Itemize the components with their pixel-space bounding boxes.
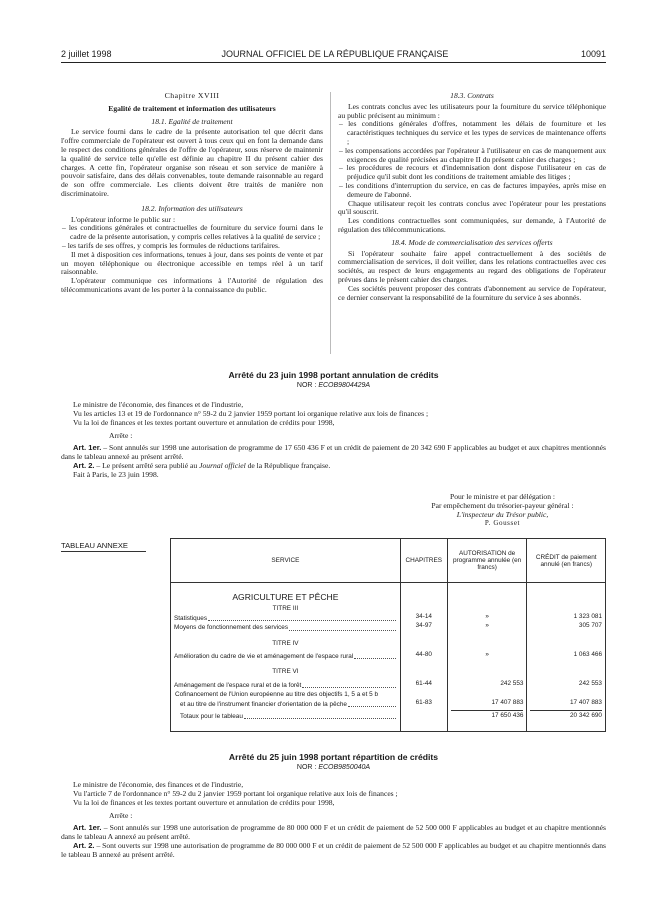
titre-3: TITRE III bbox=[272, 605, 299, 613]
ap-value: 242 553 bbox=[500, 679, 524, 687]
article-2-text-b: de la République française. bbox=[245, 461, 331, 470]
article-2-text: – Sont ouverts sur 1998 une autorisation de programme de 80 000 000 F et un crédit de paiement de 52 500 000 F applicables au budget et au chapitre mentionnés dans le tableau B annexé au présent arrêté. bbox=[61, 841, 606, 859]
titre-6: TITRE VI bbox=[272, 668, 299, 676]
leader-dots bbox=[302, 681, 395, 688]
section-18-3-dash-4: – les conditions d'interruption du service, en cas de factures impayées, après mise en demeure de l'abonné. bbox=[339, 180, 606, 199]
chapter-code: 34-14 bbox=[415, 612, 432, 620]
section-18-1-title: 18.1. Egalité de traitement bbox=[151, 116, 233, 126]
cp-total: 20 342 690 bbox=[530, 710, 602, 720]
section-18-3-intro: Les contrats conclus avec les utilisateurs pour la fourniture du service téléphonique au public précisent au minimum : bbox=[338, 101, 606, 120]
cp-value: 242 553 bbox=[578, 679, 602, 687]
row-service-label: Cofinancement de l'Union européenne au titre des objectifs 1, 5 a et 5 b bbox=[175, 691, 379, 699]
column-divider bbox=[330, 92, 331, 354]
ap-total: 17 650 436 bbox=[451, 710, 524, 720]
arrete-1-body bbox=[61, 400, 606, 479]
arrete-1-fait: Fait à Paris, le 23 juin 1998. bbox=[73, 470, 159, 479]
chapter-code: 61-83 bbox=[415, 698, 432, 706]
section-18-3-title: 18.3. Contrats bbox=[450, 91, 494, 100]
section-18-2-para-3: L'opérateur communique ces informations à l'Autorité de régulation des télécommunications avant de les porter à la connaissance du public. bbox=[61, 276, 323, 294]
table-row bbox=[174, 700, 397, 709]
arrete-1-minister: Le ministre de l'économie, des finances et de l'industrie, bbox=[73, 400, 244, 409]
ministry-heading: AGRICULTURE ET PÊCHE bbox=[232, 592, 339, 602]
arrete-2-article-1 bbox=[61, 823, 606, 841]
chapter-code: 61-44 bbox=[415, 679, 432, 687]
section-18-1-text: Le service fourni dans le cadre de la présente autorisation tel que décrit dans l'offre commerciale de l'opérateur est ouvert à tous ceux qui en font la demande dans le respect des conditions générales de l'offre de l'opérateur, sous réserve de maintenir la qualité de service telle qu'elle est définie au chapitre II du présent cahier des charges. A cette fin, l'opérateur organise son réseau et son service de manière à pouvoir satisfaire, dans des délais convenables, toute demande raisonnable au regard de son offre commerciale. Les clients doivent être traités de manière non discriminatoire. bbox=[61, 127, 323, 198]
nor-label: NOR : bbox=[296, 382, 319, 389]
nor-label: NOR : bbox=[296, 764, 319, 771]
table-row bbox=[174, 623, 397, 632]
nor-code: ECOB9850040A bbox=[318, 764, 371, 771]
leader-dots bbox=[208, 614, 396, 621]
signature-line-2: Par empêchement du trésorier-payeur général : bbox=[431, 501, 574, 510]
table-row bbox=[174, 652, 397, 661]
annex-body-row bbox=[171, 583, 606, 732]
chapter-title: Egalité de traitement et information des utilisateurs bbox=[108, 103, 276, 113]
table-row bbox=[174, 614, 397, 623]
row-service-label: et au titre de l'instrument financier d'orientation de la pêche bbox=[180, 700, 347, 708]
totals-label: Totaux pour le tableau bbox=[180, 713, 243, 721]
col-autorisation: AUTORISATION de programme annulée (en francs) bbox=[447, 539, 527, 583]
section-18-3-para-3: Les conditions contractuelles sont communiquées, sur demande, à l'Autorité de régulation des télécommunications. bbox=[338, 216, 606, 234]
arrete-2-vu-1: Vu l'article 7 de l'ordonnance n° 59-2 du 2 janvier 1959 portant loi organique relative aux lois de finances ; bbox=[73, 789, 398, 798]
chapter-code: 44-80 bbox=[415, 650, 432, 658]
ap-value: » bbox=[485, 622, 489, 630]
header-rule bbox=[61, 62, 606, 63]
nor-code: ECOB9804429A bbox=[318, 382, 371, 389]
row-service-label: Amélioration du cadre de vie et aménagement de l'espace rural bbox=[174, 653, 354, 661]
article-1-label: Art. 1er. bbox=[73, 443, 102, 452]
annex-label-rule bbox=[61, 551, 146, 552]
arrete-1-arrete: Arrête : bbox=[109, 431, 133, 440]
ap-value: » bbox=[485, 650, 489, 658]
chapter-code: 34-97 bbox=[415, 622, 432, 630]
section-18-2-dash-1: – les conditions générales et contractuelles de fourniture du service fourni dans le cadre de la présente autorisation, y compris celles relatives à la qualité de service ; bbox=[62, 223, 323, 242]
col-service: SERVICE bbox=[171, 539, 401, 583]
section-18-2-para-2: Il met à disposition ces informations, tenues à jour, dans ses points de vente et par un moyen téléphonique ou électronique accessible en temps réel à un tarif raisonnable. bbox=[61, 249, 323, 277]
cp-value: 1 063 466 bbox=[573, 650, 602, 658]
cp-value: 305 707 bbox=[578, 622, 602, 630]
col-credit: CRÉDIT de paiement annulé (en francs) bbox=[527, 539, 606, 583]
journal-title: JOURNAL OFFICIEL DE LA RÉPUBLIQUE FRANÇAISE bbox=[221, 49, 449, 59]
arrete-1-article-2 bbox=[61, 461, 606, 470]
article-2-label: Art. 2. bbox=[73, 841, 95, 850]
chapter-heading: Chapitre XVIII bbox=[164, 91, 220, 100]
section-18-2-title: 18.2. Information des utilisateurs bbox=[141, 203, 243, 213]
article-1-text: – Sont annulés sur 1998 une autorisation de programme de 17 650 436 F et un crédit de paiement de 20 342 690 F applicables au budget et aux chapitres mentionnés dans le tableau annexé au présent arrêté. bbox=[61, 443, 606, 461]
titre-4: TITRE IV bbox=[272, 639, 299, 647]
arrete-1-vu-2: Vu la loi de finances et les textes portant ouverture et annulation de crédits pour 1998, bbox=[73, 418, 335, 427]
arrete-2-nor bbox=[61, 764, 606, 771]
service-cell bbox=[171, 583, 401, 732]
page-number: 10091 bbox=[580, 49, 606, 59]
arrete-2-minister: Le ministre de l'économie, des finances et de l'industrie, bbox=[73, 780, 244, 789]
arrete-1-title: Arrêté du 23 juin 1998 portant annulation de crédits bbox=[228, 370, 439, 380]
cp-value: 17 407 883 bbox=[570, 698, 602, 706]
section-18-2-intro: L'opérateur informe le public sur : bbox=[71, 214, 176, 224]
section-18-4-para-1: Si l'opérateur souhaite faire appel contractuellement à des sociétés de commercialisation de services, il doit veiller, dans les relations contractuelles avec ces sociétés, au respect de leurs engagements au regard des obligations de l'opérateur prévues dans le présent cahier des charges. bbox=[338, 248, 606, 284]
row-service-label: Statistiques bbox=[174, 614, 208, 622]
arrete-1-nor bbox=[61, 382, 606, 389]
arrete-2-vu-2: Vu la loi de finances et les textes portant ouverture et annulation de crédits pour 1998, bbox=[73, 798, 335, 807]
ap-value: 17 407 883 bbox=[491, 698, 524, 706]
row-service-label: Moyens de fonctionnement des services bbox=[174, 624, 289, 632]
signature-line-3: L'inspecteur du Trésor public, bbox=[456, 510, 549, 519]
article-2-text-a: – Le présent arrêté sera publié au bbox=[94, 461, 200, 470]
arrete-2-body bbox=[61, 780, 606, 859]
ap-value: » bbox=[485, 612, 489, 620]
annex-header-row bbox=[171, 539, 606, 583]
article-2-label: Art. 2. bbox=[73, 461, 95, 470]
credit-cell bbox=[527, 583, 606, 732]
section-18-4-title: 18.4. Mode de commercialisation des services offerts bbox=[391, 237, 553, 247]
row-service-label: Aménagement de l'espace rural et de la forêt bbox=[174, 681, 302, 689]
arrete-1-article-1 bbox=[61, 443, 606, 461]
arrete-2-arrete: Arrête : bbox=[109, 811, 133, 820]
section-18-3-para-2: Chaque utilisateur reçoit les contrats conclus avec l'opérateur pour les prestations qu'il souscrit. bbox=[338, 198, 606, 217]
totals-row bbox=[174, 712, 397, 721]
article-2-journal: Journal officiel bbox=[199, 461, 246, 470]
section-18-2-dash-2: – les tarifs de ses offres, y compris les formules de réductions tarifaires. bbox=[62, 240, 280, 250]
annex-table bbox=[170, 538, 606, 732]
cp-value: 1 323 081 bbox=[573, 612, 602, 620]
chapitres-cell bbox=[400, 583, 447, 732]
signature-line-1: Pour le ministre et par délégation : bbox=[449, 492, 556, 501]
article-1-text: – Sont annulés sur 1998 une autorisation de programme de 80 000 000 F et un crédit de paiement de 52 500 000 F applicables au budget et au chapitre mentionnés dans le tableau A annexé au présent arrêté. bbox=[61, 823, 606, 841]
leader-dots bbox=[289, 623, 396, 630]
section-18-3-dash-2: – les compensations accordées par l'opérateur à l'utilisateur en cas de manquement aux exigences de qualité précisées au chapitre II du présent cahier des charges ; bbox=[339, 145, 606, 164]
header-date: 2 juillet 1998 bbox=[61, 49, 112, 59]
section-18-4-para-2: Ces sociétés peuvent proposer des contrats d'abonnement au service de l'opérateur, ce dernier conservant la responsabilité de la fourniture du service à ses abonnés. bbox=[338, 283, 606, 302]
autorisation-cell bbox=[447, 583, 527, 732]
arrete-2-title: Arrêté du 25 juin 1998 portant répartition de crédits bbox=[228, 752, 439, 762]
table-row bbox=[174, 681, 397, 690]
section-18-3-dash-3: – les procédures de recours et d'indemnisation dont dispose l'utilisateur en cas de préjudice qu'il subit dont les conditions de traitement amiable des litiges ; bbox=[339, 163, 606, 182]
leader-dots bbox=[354, 652, 396, 659]
signature-name: P. Gousset bbox=[484, 519, 521, 527]
arrete-1-vu-1: Vu les articles 13 et 19 de l'ordonnance n° 59-2 du 2 janvier 1959 portant loi organique relative aux lois de finances ; bbox=[73, 409, 429, 418]
col-chapitres: CHAPITRES bbox=[400, 539, 447, 583]
leader-dots bbox=[244, 712, 396, 719]
article-1-label: Art. 1er. bbox=[73, 823, 102, 832]
signature-block bbox=[400, 492, 605, 528]
left-column bbox=[61, 92, 323, 295]
section-18-3-dash-1: – les conditions générales d'offres, notamment les délais de fourniture et les caractéristiques techniques du service et les types de services de maintenance offerts ; bbox=[339, 119, 606, 146]
arrete-2-article-2 bbox=[61, 841, 606, 859]
right-column bbox=[338, 92, 606, 302]
leader-dots bbox=[348, 700, 396, 707]
annex-label: TABLEAU ANNEXE bbox=[61, 541, 128, 550]
